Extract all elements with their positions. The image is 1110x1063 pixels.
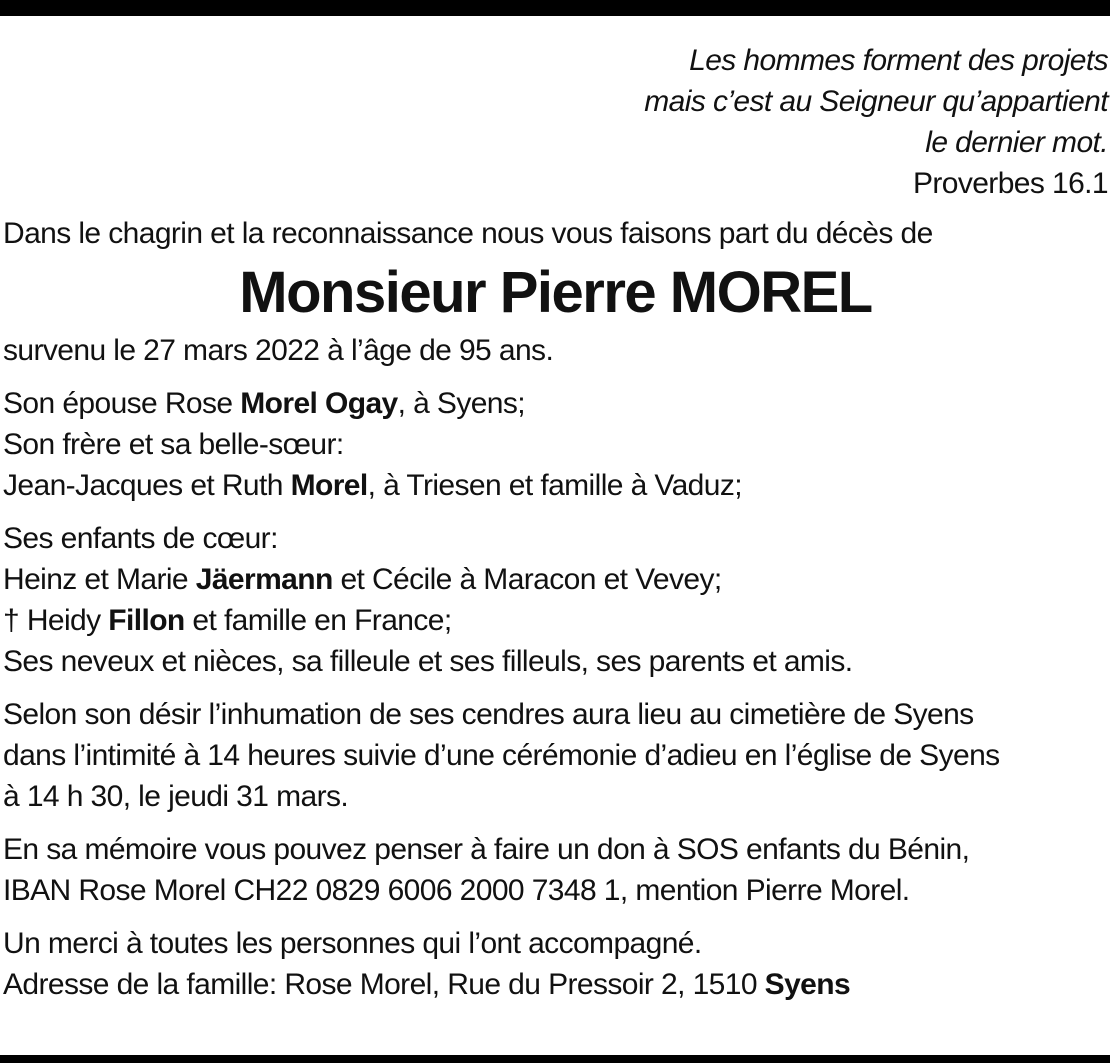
siblings-line: Jean-Jacques et Ruth Morel, à Triesen et famille à Vaduz; [3,469,742,502]
relatives-line: Ses neveux et nièces, sa filleule et ses filleuls, ses parents et amis. [3,645,853,678]
death-info: survenu le 27 mars 2022 à l’âge de 95 ans. [3,334,554,367]
family-section [3,383,1108,506]
siblings-surname: Morel [290,469,368,502]
verse-line: le dernier mot. [925,126,1108,159]
ceremony-line: Selon son désir l’inhumation de ses cendres aura lieu au cimetière de Syens [3,698,974,731]
donation-section [3,829,1108,911]
bible-verse [3,40,1108,204]
children-heading: Ses enfants de cœur: [3,522,278,555]
children-line: Heinz et Marie Jäermann et Cécile à Maracon et Vevey; [3,563,722,596]
siblings-heading: Son frère et sa belle-sœur: [3,428,344,461]
address-town: Syens [764,968,851,1001]
children-surname: Fillon [108,604,185,637]
verse-reference: Proverbes 16.1 [912,167,1108,200]
children-line: † Heidy Fillon et famille en France; [3,604,452,637]
ceremony-section [3,694,1108,817]
donation-line: IBAN Rose Morel CH22 0829 6006 2000 7348 1, mention Pierre Morel. [3,874,910,907]
obituary-notice [3,40,1108,1005]
family-address: Adresse de la famille: Rose Morel, Rue du Pressoir 2, 1510 Syens [3,968,851,1001]
thanks-line: Un merci à toutes les personnes qui l’ont accompagné. [3,927,702,960]
deceased-name: Monsieur Pierre MOREL [239,260,872,325]
ceremony-line: à 14 h 30, le jeudi 31 mars. [3,780,349,813]
donation-line: En sa mémoire vous pouvez penser à faire un don à SOS enfants du Bénin, [3,833,970,866]
bottom-border-rule [0,1055,1110,1063]
top-border-rule [0,0,1110,16]
spouse-line: Son épouse Rose Morel Ogay, à Syens; [3,387,526,420]
announcement-intro: Dans le chagrin et la reconnaissance nous vous faisons part du décès de [3,217,933,250]
verse-line: mais c’est au Seigneur qu’appartient [644,85,1108,118]
closing-section [3,923,1108,1005]
children-surname: Jäermann [195,563,333,596]
children-section [3,518,1108,682]
ceremony-line: dans l’intimité à 14 heures suivie d’une cérémonie d’adieu en l’église de Syens [3,739,1000,772]
verse-line: Les hommes forment des projets [689,44,1108,77]
spouse-surname: Morel Ogay [240,387,398,420]
